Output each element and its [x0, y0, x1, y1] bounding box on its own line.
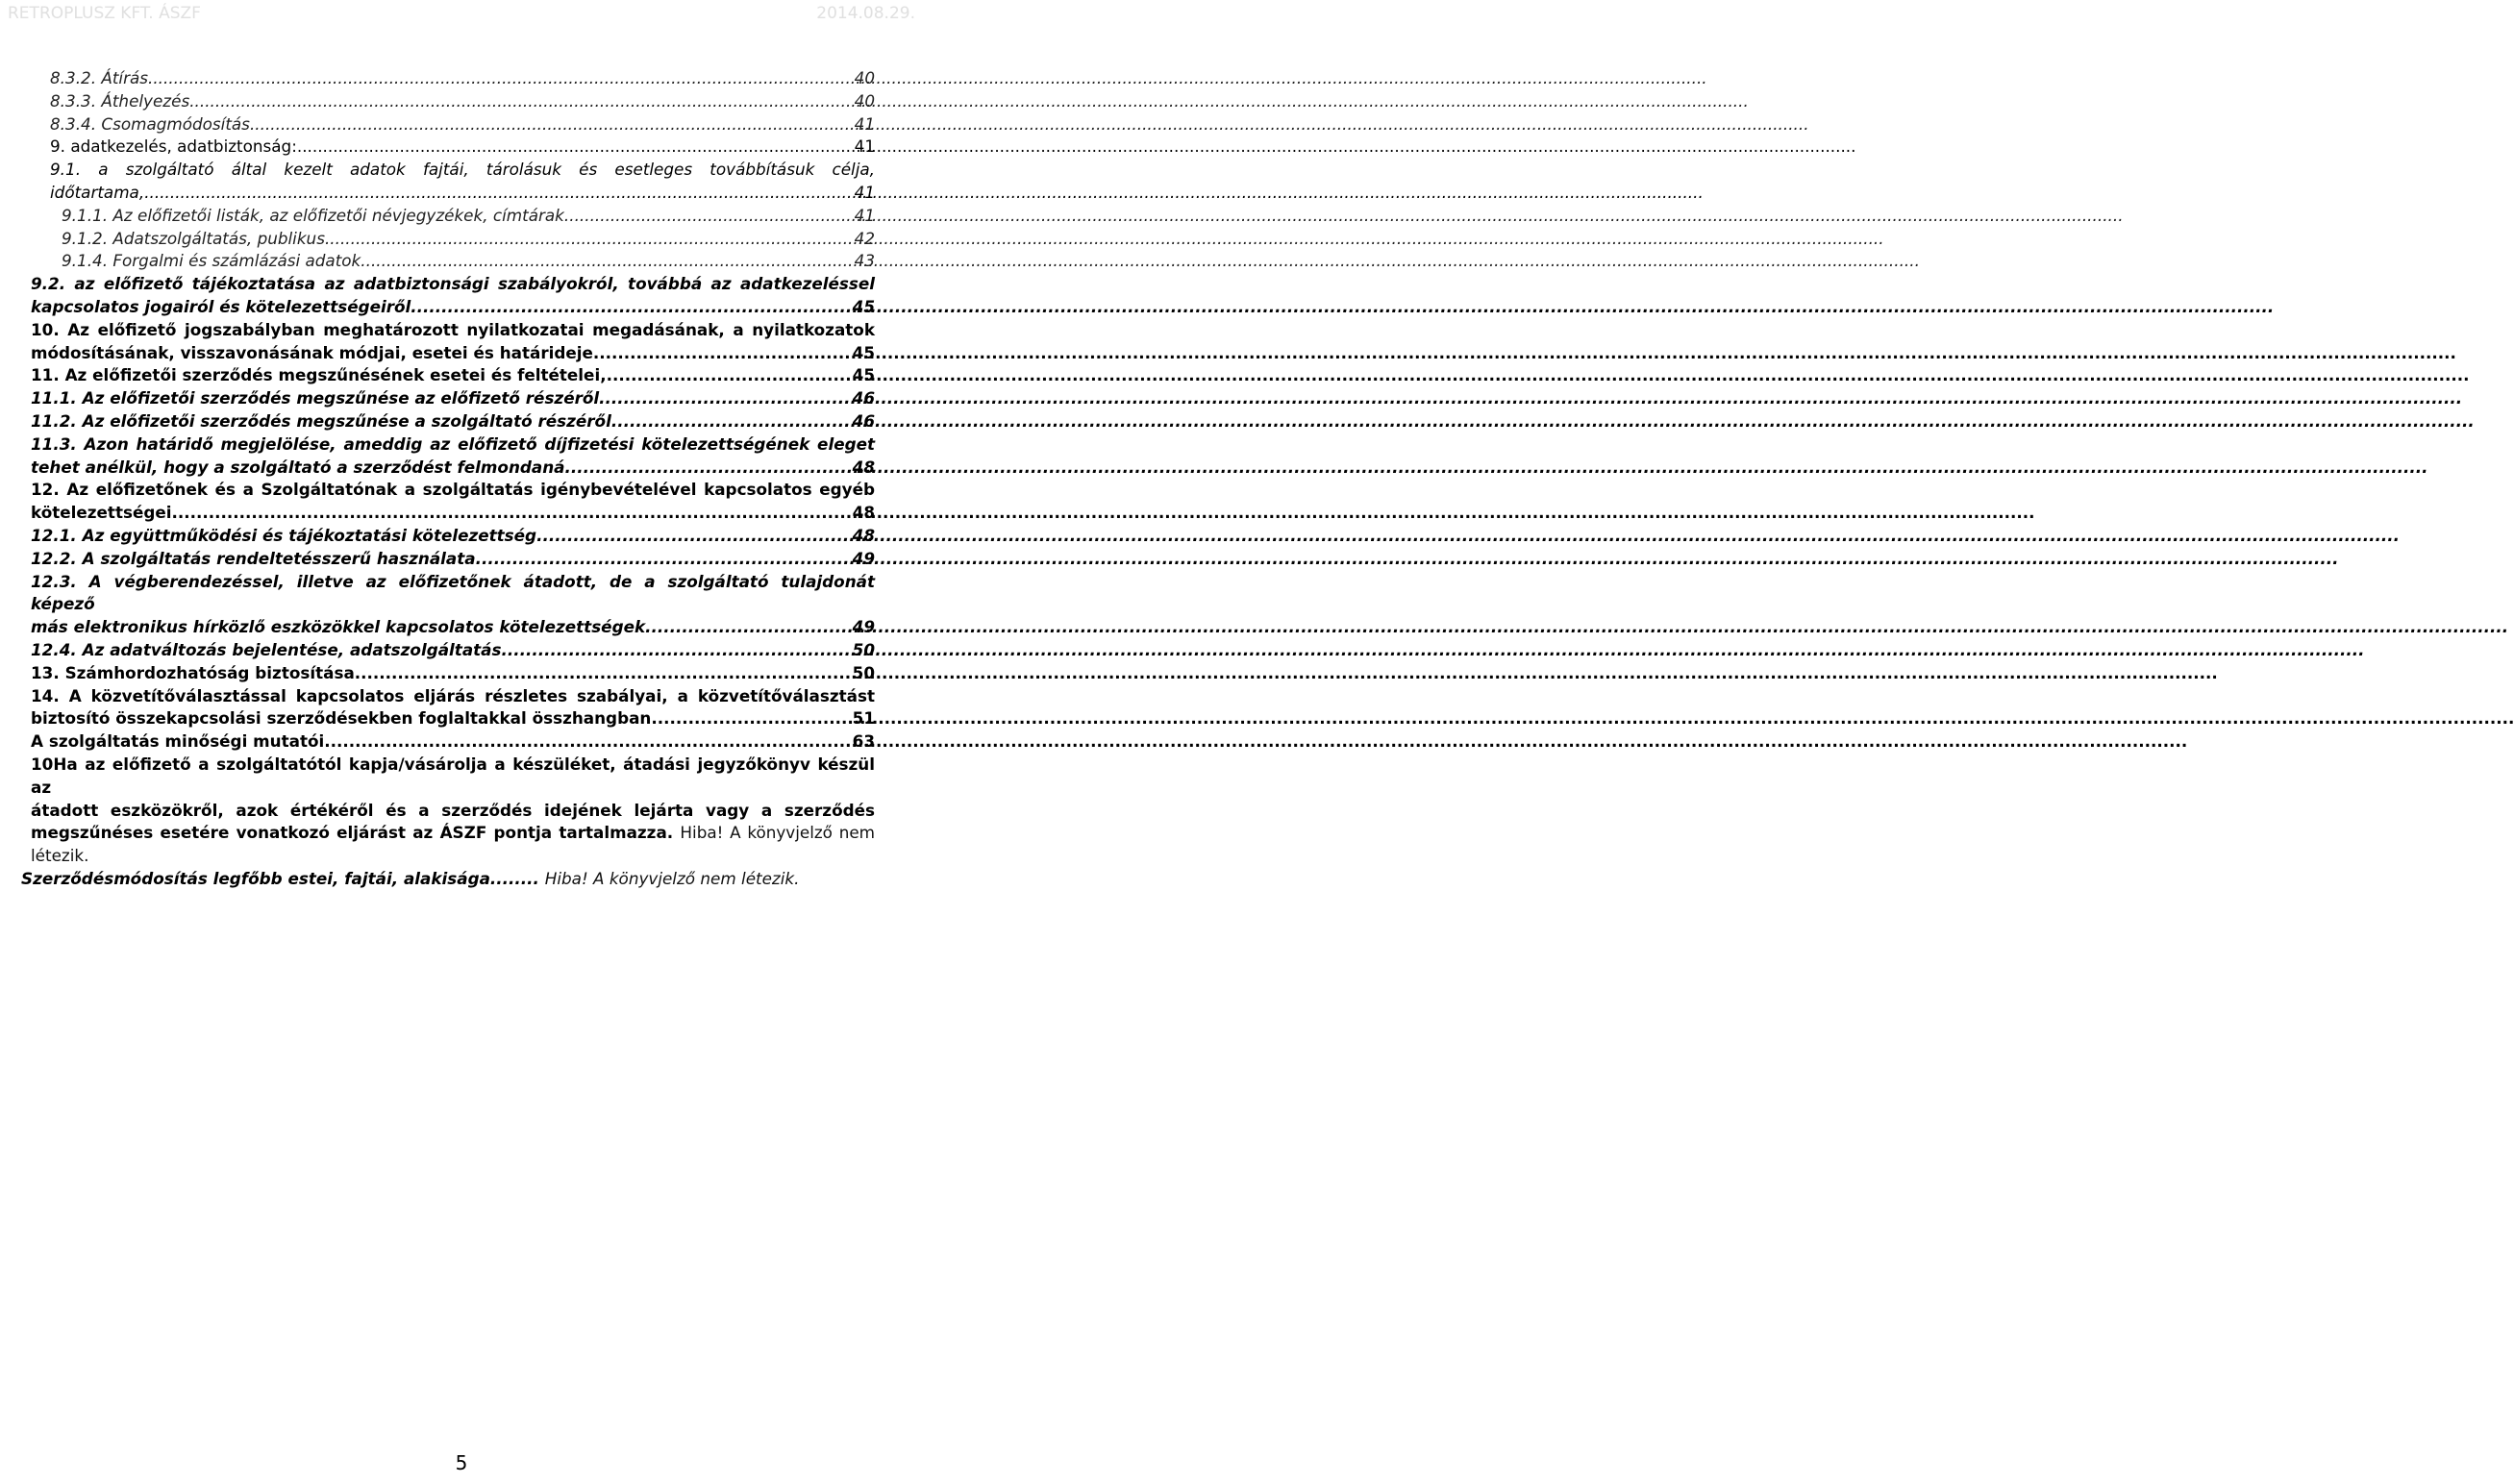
toc-entry-12-4[interactable]: 12.4. Az adatváltozás bejelentése, adatszolgáltatás ..... 50 [31, 639, 875, 662]
toc-entry-8-3-2[interactable]: 8.3.2. Átírás ..... 40 [31, 67, 875, 90]
toc-entry-11-3[interactable]: 11.3. Azon határidő megjelölése, ameddig az előfizető díjfizetési kötelezettségének eleget tehet anélkül, hogy a szolgáltató a szerződést felmondaná ..... 48 [31, 433, 875, 480]
toc-entry-13[interactable]: 13. Számhordozhatóság biztosítása ..... 50 [31, 662, 875, 685]
toc-entry-9-1[interactable]: 9.1. a szolgáltató által kezelt adatok fajtái, tárolásuk és esetleges továbbításuk célja, időtartama, ..... 41 [31, 159, 875, 205]
toc-entry-14[interactable]: 14. A közvetítőválasztással kapcsolatos eljárás részletes szabályai, a közvetítőválasztást biztosító összekapcsolási szerződésekben foglaltakkal összhangban ..... 51 [31, 685, 875, 731]
toc-entry-8-3-4[interactable]: 8.3.4. Csomagmódosítás ..... 41 [31, 113, 875, 136]
toc-entry-9-2[interactable]: 9.2. az előfizető tájékoztatása az adatbiztonsági szabályokról, továbbá az adatkezeléssel kapcsolatos jogairól és kötelezettségeiről ..... 45 [31, 273, 875, 319]
toc-entry-9-1-4[interactable]: 9.1.4. Forgalmi és számlázási adatok ..... 43 [31, 250, 875, 273]
bookmark-error-text: Hiba! A könyvjelző nem [680, 823, 876, 843]
toc-entry-9-1-1[interactable]: 9.1.1. Az előfizetői listák, az előfizetői névjegyzékek, címtárak ..... 41 [31, 205, 875, 228]
page-header [0, 4, 923, 25]
toc-entry-12-1[interactable]: 12.1. Az együttműködési és tájékoztatási kötelezettség ..... 48 [31, 525, 875, 548]
header-date: 2014.08.29. [816, 4, 915, 23]
toc-entry-12[interactable]: 12. Az előfizetőnek és a Szolgáltatónak a szolgáltatás igénybevételével kapcsolatos egyéb kötelezettségei ..... 48 [31, 479, 875, 525]
toc-entry-8-3-3[interactable]: 8.3.3. Áthelyezés ..... 40 [31, 90, 875, 113]
header-company: RETROPLUSZ KFT. ÁSZF [8, 4, 201, 23]
page-number: 5 [455, 1451, 468, 1474]
toc-entry-11[interactable]: 11. Az előfizetői szerződés megszűnésének esetei és feltételei, ..... 45 [31, 364, 875, 387]
toc-entry-9[interactable]: 9. adatkezelés, adatbiztonság: ..... 41 [31, 136, 875, 159]
table-of-contents [21, 67, 876, 891]
toc-entry-contract-modification[interactable]: Szerződésmódosítás legfőbb estei, fajtái, alakisága ........ Hiba! A könyvjelző nem létezik. [21, 868, 875, 891]
toc-entry-12-3[interactable]: 12.3. A végberendezéssel, illetve az előfizetőnek átadott, de a szolgáltató tulajdonát képező más elektronikus hírközlő eszközökkel kapcsolatos kötelezettségek ..... 49 [31, 571, 875, 639]
toc-entry-10ha[interactable]: 10Ha az előfizető a szolgáltatótól kapja/vásárolja a készüléket, átadási jegyzőkönyv készül az átadott eszközökről, azok értékéről és a szerződés idejének lejárta vagy a szerződés megszűnéses esetére vonatkozó eljárást az ÁSZF pontja tartalmazza. Hiba! A könyvjelző nem létezik. [31, 754, 876, 866]
bookmark-error-text: Hiba! A könyvjelző nem létezik. [544, 868, 800, 888]
toc-entry-quality-indicators[interactable]: A szolgáltatás minőségi mutatói ..... 63 [31, 730, 875, 754]
toc-entry-11-2[interactable]: 11.2. Az előfizetői szerződés megszűnése a szolgáltató részéről ..... 46 [31, 410, 875, 433]
toc-entry-10[interactable]: 10. Az előfizető jogszabályban meghatározott nyilatkozatai megadásának, a nyilatkozatok módosításának, visszavonásának módjai, esetei és határideje ..... 45 [31, 319, 875, 365]
toc-entry-9-1-2[interactable]: 9.1.2. Adatszolgáltatás, publikus ..... 42 [31, 228, 875, 251]
toc-entry-11-1[interactable]: 11.1. Az előfizetői szerződés megszűnése az előfizető részéről ..... 46 [31, 387, 875, 410]
toc-entry-12-2[interactable]: 12.2. A szolgáltatás rendeltetésszerű használata ..... 49 [31, 548, 875, 571]
